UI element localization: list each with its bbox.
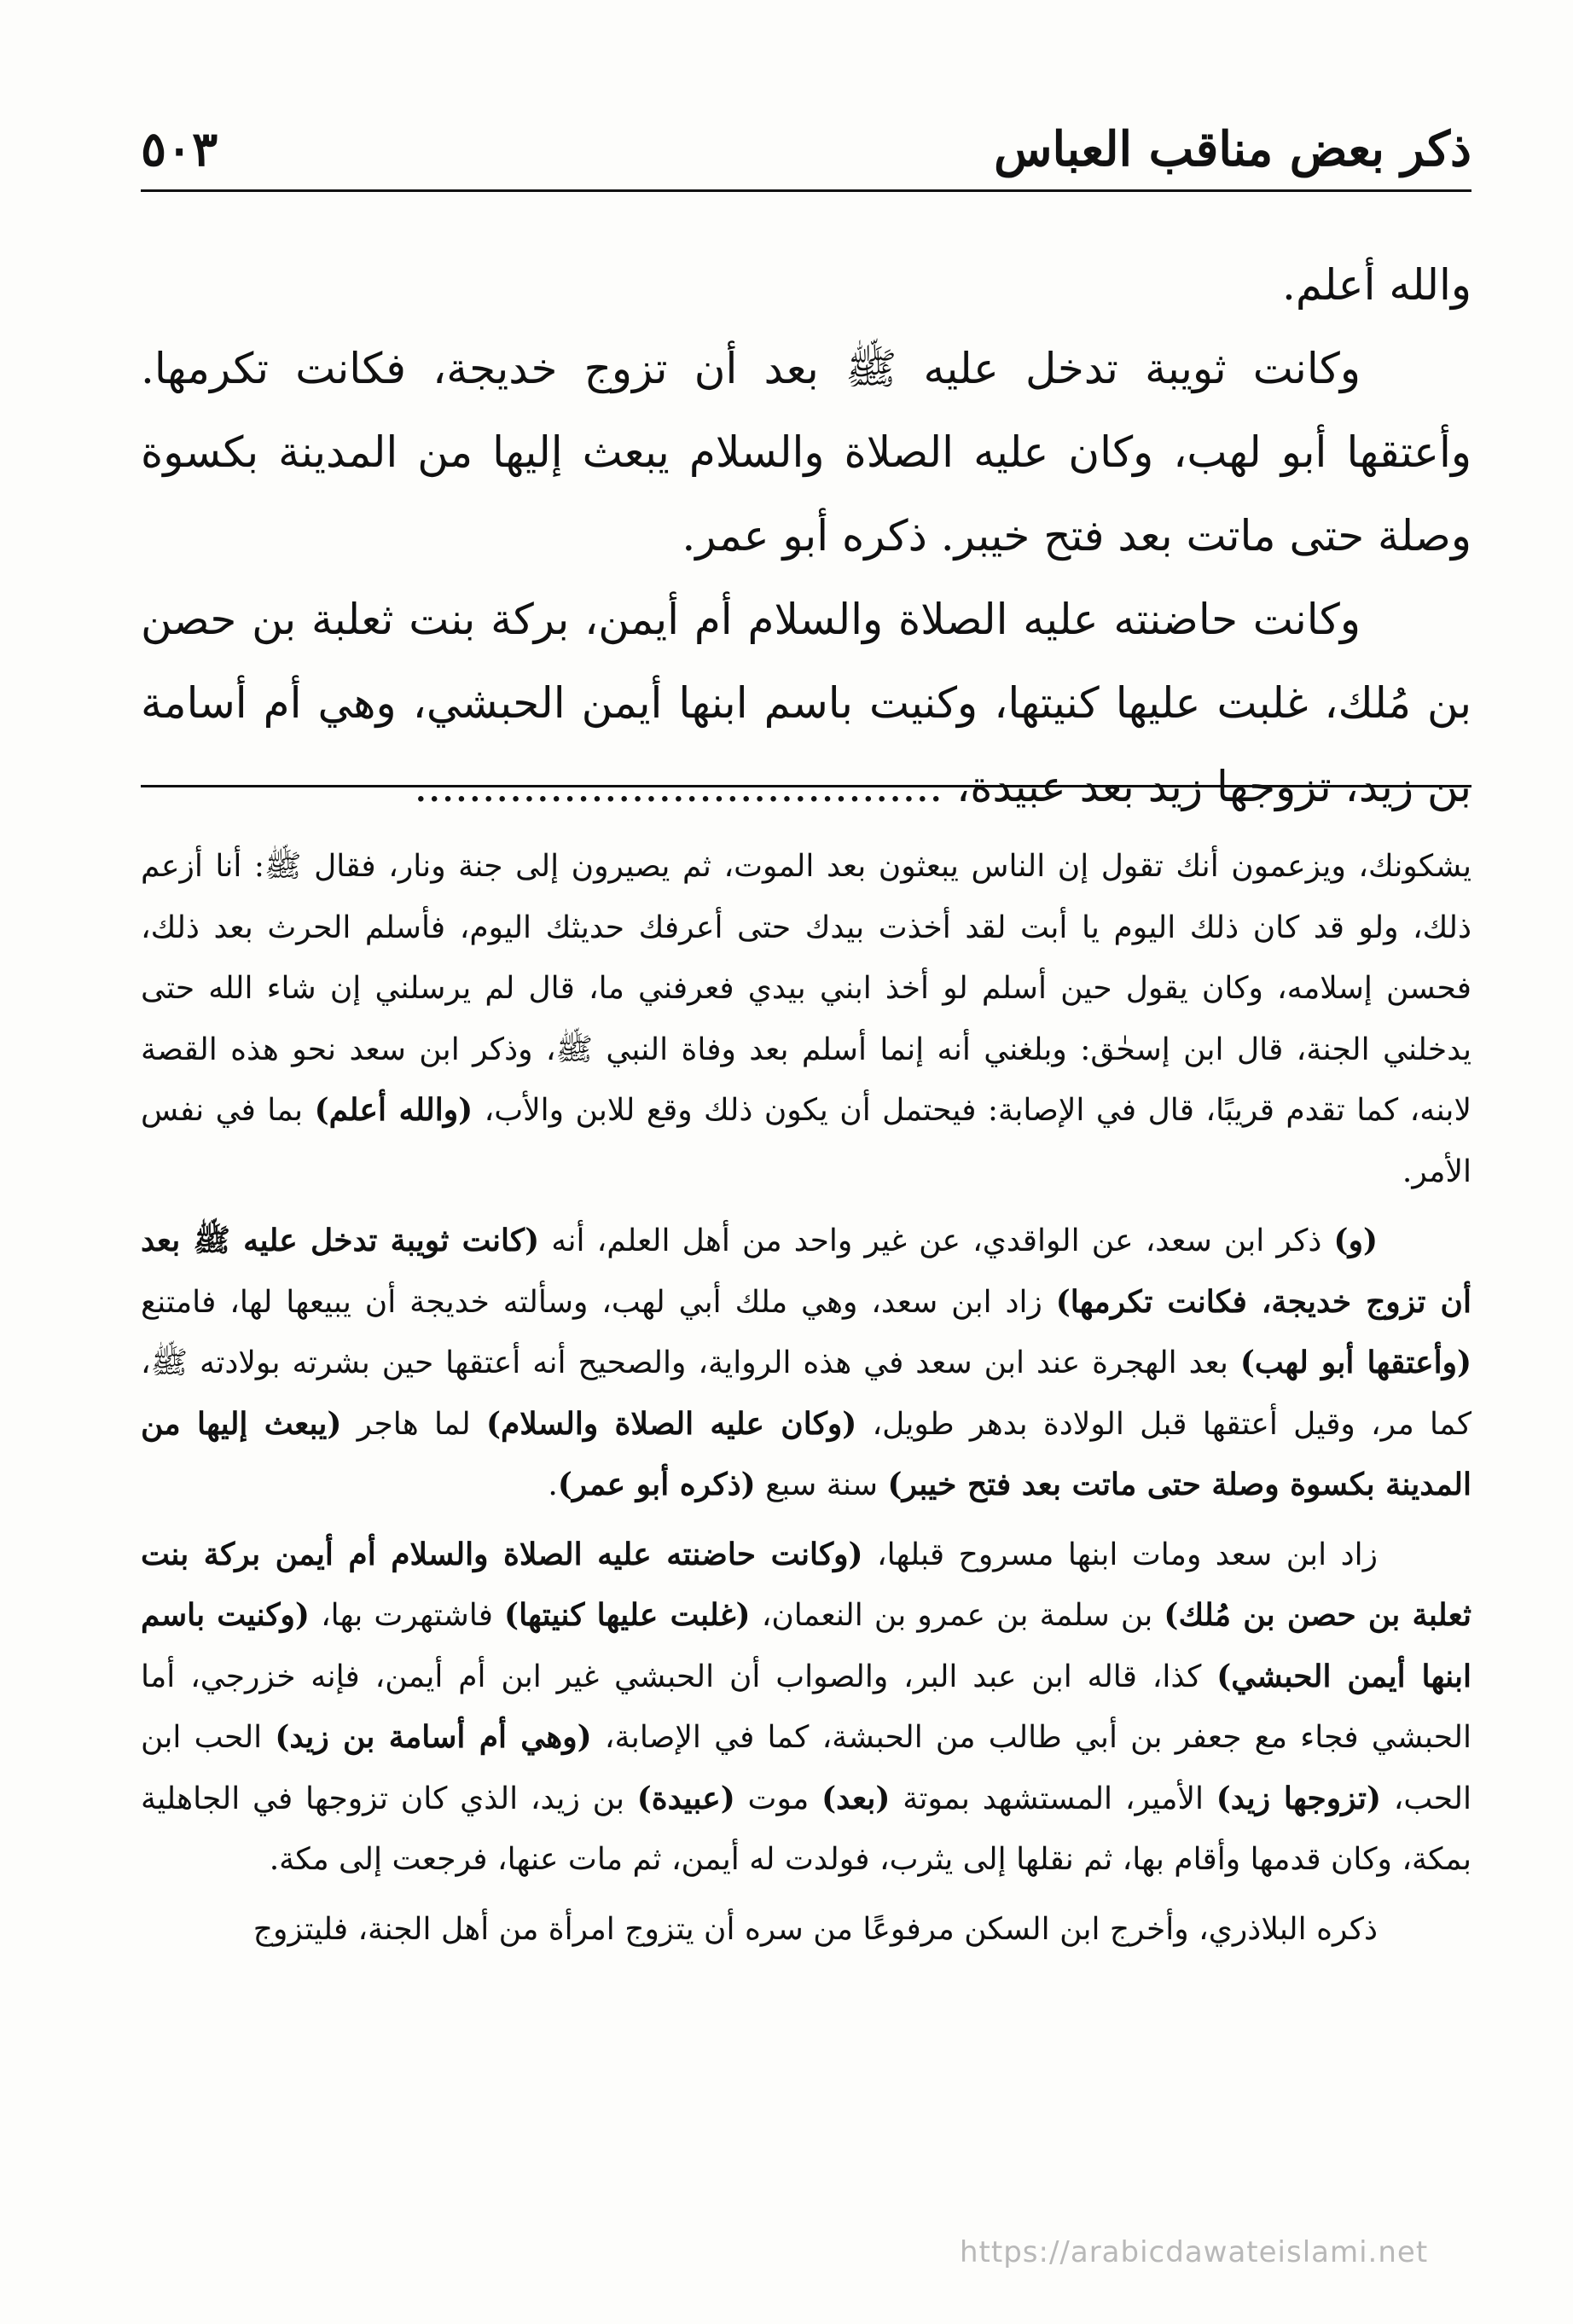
main-text-paragraph: وكانت ثويبة تدخل عليه ﷺ بعد أن تزوج خديجة، فكانت تكرمها. وأعتقها أبو لهب، وكان عليه الصلاة والسلام يبعث إليها من المدينة بكسوة وصلة حتى ماتت بعد فتح خيبر. ذكره أبو عمر. bbox=[141, 344, 1471, 561]
commentary-divider bbox=[141, 785, 1471, 787]
commentary-paragraph: ذكره البلاذري، وأخرج ابن السكن مرفوعًا من سره أن يتزوج امرأة من أهل الجنة، فليتزوج bbox=[252, 1911, 1378, 1947]
running-header bbox=[141, 101, 1471, 177]
commentary-paragraph: زاد ابن سعد ومات ابنها مسروح قبلها، (وكانت حاضنته عليه الصلاة والسلام أم أيمن بركة بنت ثعلبة بن حصن بن مُلك) بن سلمة بن عمرو بن النعمان، (غلبت عليها كنيتها) فاشتهرت بها، (وكنيت باسم ابنها أيمن الحبشي) كذا، قاله ابن عبد البر، والصواب أن الحبشي غير ابن أم أيمن، فإنه خزرجي، أما الحبشي فجاء مع جعفر بن أبي طالب من الحبشة، كما في الإصابة، (وهي أم أسامة بن زيد) الحب ابن الحب، (تزوجها زيد) الأمير، المستشهد بموتة (بعد) موت (عبيدة) بن زيد، الذي كان تزوجها في الجاهلية بمكة، وكان قدمها وأقام بها، ثم نقلها إلى يثرب، فولدت له أيمن، ثم مات عنها، فرجعت إلى مكة. bbox=[141, 1536, 1472, 1877]
commentary-paragraph: يشكونك، ويزعمون أنك تقول إن الناس يبعثون بعد الموت، ثم يصيرون إلى جنة ونار، فقال ﷺ: أنا أزعم ذلك، ولو قد كان ذلك اليوم يا أبت لقد أخذت بيدك حتى أعرفك حديثك اليوم، فأسلم الحرث بعد ذلك، فحسن إسلامه، وكان يقول حين أسلم لو أخذ ابني بيدي فعرفني ما، قال لم يرسلني إن شاء الله حتى يدخلني الجنة، قال ابن إسحٰق: وبلغني أنه إنما أسلم بعد وفاة النبي ﷺ، وذكر ابن سعد نحو هذه القصة لابنه، كما تقدم قريبًا، قال في الإصابة: فيحتمل أن يكون ذلك وقع للابن والأب، (والله أعلم) بما في نفس الأمر. bbox=[141, 849, 1471, 1189]
page-number: ٥٠٣ bbox=[141, 121, 218, 177]
header-rule bbox=[141, 189, 1471, 192]
commentary-paragraph: (و) ذكر ابن سعد، عن الواقدي، عن غير واحد من أهل العلم، أنه (كانت ثويبة تدخل عليه ﷺ بعد أن تزوج خديجة، فكانت تكرمها) زاد ابن سعد، وهي ملك أبي لهب، وسألته خديجة أن يبيعها لها، فامتنع (وأعتقها أبو لهب) بعد الهجرة عند ابن سعد في هذه الرواية، والصحيح أنه أعتقها حين بشرته بولادته ﷺ، كما مر، وقيل أعتقها قبل الولادة بدهر طويل، (وكان عليه الصلاة والسلام) لما هاجر (يبعث إليها من المدينة بكسوة وصلة حتى ماتت بعد فتح خيبر) سنة سبع (ذكره أبو عمر). bbox=[141, 1223, 1471, 1502]
main-text-paragraph: والله أعلم. bbox=[1282, 260, 1471, 310]
main-text bbox=[141, 243, 1471, 828]
chapter-title: ذكر بعض مناقب العباس bbox=[994, 121, 1471, 177]
main-text-paragraph: وكانت حاضنته عليه الصلاة والسلام أم أيمن، بركة بنت ثعلبة بن حصن بن مُلك، غلبت عليها كنيتها، وكنيت باسم ابنها أيمن الحبشي، وهي أم أسامة بن زيد، تزوجها زيد بعد عبيدة، ....................................... bbox=[141, 595, 1471, 811]
watermark-url: https://arabicdawateislami.net bbox=[960, 2235, 1429, 2269]
commentary-text bbox=[141, 836, 1471, 1968]
